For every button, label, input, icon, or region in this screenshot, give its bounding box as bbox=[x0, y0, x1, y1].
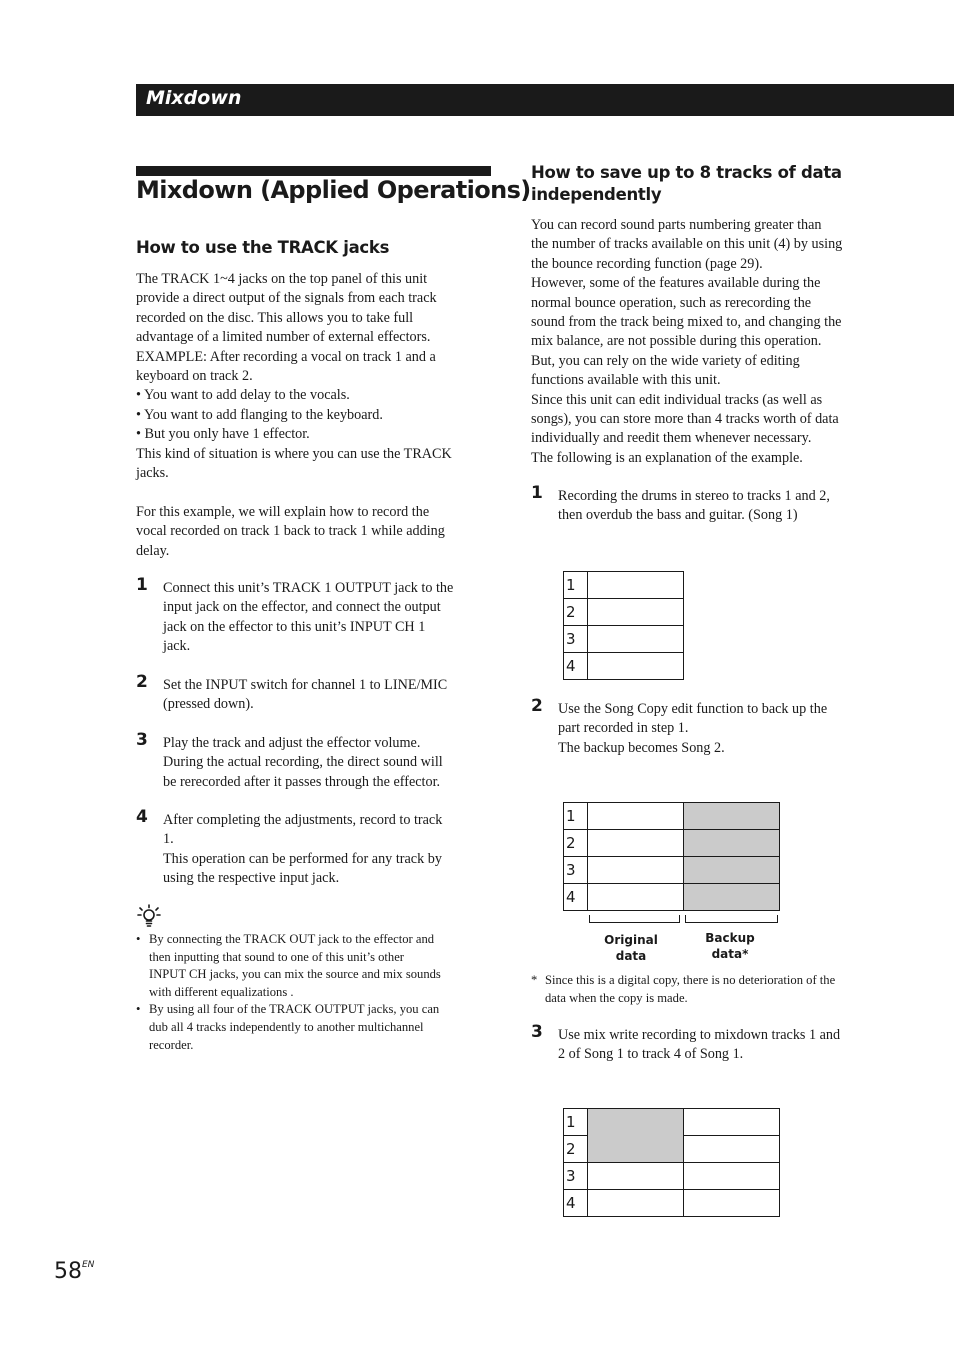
text-line: By using all four of the TRACK OUTPUT jacks, you can bbox=[149, 1002, 440, 1017]
text-line: The following is an explanation of the example. bbox=[531, 449, 803, 466]
text-line: The TRACK 1~4 jacks on the top panel of this unit bbox=[136, 271, 428, 287]
text-line: Use the Song Copy edit function to back up the bbox=[558, 701, 828, 717]
text-line: jacks. bbox=[136, 465, 169, 482]
text-line: the bounce recording function (page 29). bbox=[531, 255, 763, 272]
text-line: Use mix write recording to mixdown tracks 1 and bbox=[558, 1027, 841, 1043]
title-rule bbox=[136, 166, 491, 176]
track-number: 3 bbox=[564, 626, 588, 653]
text-line: vocal recorded on track 1 back to track 1 while adding bbox=[136, 523, 445, 540]
track-number: 2 bbox=[564, 599, 588, 626]
track-jacks-heading: How to use the TRACK jacks bbox=[136, 238, 390, 257]
text-line: using the respective input jack. bbox=[163, 870, 340, 887]
original-bracket bbox=[589, 915, 680, 923]
original-cell bbox=[588, 803, 684, 830]
text-line: After completing the adjustments, record to track bbox=[163, 812, 443, 828]
text-line: Recording the drums in stereo to tracks 1 and 2, bbox=[558, 488, 830, 504]
track-row bbox=[564, 1190, 780, 1217]
track-row bbox=[564, 803, 780, 830]
page-title: Mixdown (Applied Operations) bbox=[136, 176, 531, 204]
text-line: recorded on the disc. This allows you to take full bbox=[136, 309, 414, 326]
heading-line: How to save up to 8 tracks of data bbox=[531, 163, 842, 182]
track-row bbox=[564, 857, 780, 884]
track-cell bbox=[588, 653, 684, 680]
track-diagram-song1 bbox=[563, 571, 684, 680]
tips-list bbox=[136, 931, 496, 1054]
section-header-title: Mixdown bbox=[146, 87, 242, 109]
track-number: 1 bbox=[564, 1109, 588, 1136]
text-line: jack. bbox=[163, 638, 191, 655]
track-number: 1 bbox=[564, 803, 588, 830]
text-line: Since this is a digital copy, there is no deterioration of the bbox=[545, 973, 836, 987]
text-line: jack on the effector to this unit’s INPUT CH 1 bbox=[163, 618, 426, 635]
track-jacks-intro bbox=[136, 270, 496, 561]
page-language-suffix: EN bbox=[82, 1260, 95, 1270]
tip-item bbox=[136, 931, 496, 1001]
backup-cell bbox=[684, 803, 780, 830]
right-step-2 bbox=[531, 696, 891, 758]
text-line: (pressed down). bbox=[163, 696, 254, 713]
track-cell bbox=[588, 1163, 684, 1190]
footnote-mark: * bbox=[531, 973, 538, 987]
text-line: advantage of a limited number of external effectors. bbox=[136, 329, 431, 346]
heading-line: independently bbox=[531, 185, 662, 204]
track-number: 4 bbox=[564, 884, 588, 911]
track-row bbox=[564, 1163, 780, 1190]
track-row bbox=[564, 599, 684, 626]
original-data-label bbox=[586, 932, 676, 964]
track-number: 2 bbox=[564, 830, 588, 857]
track-cell bbox=[684, 1109, 780, 1136]
text-line: • You want to add delay to the vocals. bbox=[136, 387, 350, 404]
track-number: 4 bbox=[564, 653, 588, 680]
text-line: individually and reedit them whenever necessary. bbox=[531, 430, 812, 447]
left-step-2 bbox=[136, 672, 496, 715]
footnote bbox=[531, 972, 886, 1007]
text-line: For this example, we will explain how to record the bbox=[136, 503, 430, 520]
text-line: By connecting the TRACK OUT jack to the effector and bbox=[149, 932, 435, 946]
track-cell bbox=[588, 1190, 684, 1217]
original-cell bbox=[588, 857, 684, 884]
track-row bbox=[564, 884, 780, 911]
label-line: Backup bbox=[705, 931, 755, 945]
section-header-bar bbox=[136, 84, 954, 116]
left-step-3 bbox=[136, 730, 496, 792]
text-line: normal bounce operation, such as rerecording the bbox=[531, 294, 812, 311]
text-line: then overdub the bass and guitar. (Song 1) bbox=[558, 507, 798, 524]
page-number bbox=[54, 1259, 94, 1284]
text-line: However, some of the features available during the bbox=[531, 275, 821, 292]
step-number: 2 bbox=[136, 672, 148, 692]
original-cell bbox=[588, 830, 684, 857]
backup-data-label bbox=[685, 930, 775, 962]
track-row bbox=[564, 572, 684, 599]
backup-cell bbox=[684, 884, 780, 911]
text-line: 1. bbox=[163, 831, 174, 848]
backup-cell bbox=[684, 830, 780, 857]
text-line: Connect this unit’s TRACK 1 OUTPUT jack to the bbox=[163, 580, 454, 596]
lightbulb-icon bbox=[137, 904, 161, 930]
track-cell bbox=[588, 626, 684, 653]
text-line: keyboard on track 2. bbox=[136, 368, 253, 385]
track-diagram-mixdown bbox=[563, 1108, 780, 1217]
text-line: dub all 4 tracks independently to another multichannel bbox=[149, 1019, 424, 1034]
step-number: 3 bbox=[136, 730, 148, 750]
text-line: input jack on the effector, and connect the output bbox=[163, 599, 441, 616]
text-line: delay. bbox=[136, 542, 170, 559]
text-line: The backup becomes Song 2. bbox=[558, 739, 725, 756]
step-number: 4 bbox=[136, 807, 148, 827]
track-diagram-backup bbox=[563, 802, 780, 911]
save-tracks-intro bbox=[531, 216, 891, 468]
text-line: functions available with this unit. bbox=[531, 372, 721, 389]
text-line: provide a direct output of the signals from each track bbox=[136, 290, 437, 307]
step-number: 3 bbox=[531, 1022, 543, 1042]
text-line: be rerecorded after it passes through the effector. bbox=[163, 773, 441, 790]
track-row bbox=[564, 653, 684, 680]
text-line: This operation can be performed for any track by bbox=[163, 850, 442, 867]
track-number: 4 bbox=[564, 1190, 588, 1217]
mixed-tracks-cell bbox=[588, 1109, 684, 1163]
label-line: data bbox=[615, 949, 647, 963]
text-line: INPUT CH jacks, you can mix the source and mix sounds bbox=[149, 967, 441, 982]
track-number: 3 bbox=[564, 857, 588, 884]
text-line: During the actual recording, the direct sound will bbox=[163, 754, 443, 771]
text-line: recorder. bbox=[149, 1037, 194, 1052]
backup-cell bbox=[684, 857, 780, 884]
text-line: part recorded in step 1. bbox=[558, 720, 689, 737]
text-line: Set the INPUT switch for channel 1 to LINE/MIC bbox=[163, 677, 448, 693]
original-cell bbox=[588, 884, 684, 911]
track-cell bbox=[684, 1163, 780, 1190]
text-line: the number of tracks available on this unit (4) by using bbox=[531, 236, 843, 253]
text-line: data when the copy is made. bbox=[545, 990, 688, 1005]
track-row bbox=[564, 830, 780, 857]
track-row bbox=[564, 1109, 780, 1136]
track-number: 1 bbox=[564, 572, 588, 599]
text-line: You can record sound parts numbering greater than bbox=[531, 217, 822, 233]
save-tracks-heading bbox=[531, 162, 891, 206]
step-number: 1 bbox=[531, 483, 543, 503]
page-number-value: 58 bbox=[54, 1259, 82, 1284]
text-line: Since this unit can edit individual tracks (as well as bbox=[531, 391, 823, 408]
text-line: Play the track and adjust the effector volume. bbox=[163, 735, 421, 751]
right-step-3 bbox=[531, 1022, 891, 1065]
track-number: 3 bbox=[564, 1163, 588, 1190]
left-step-1 bbox=[136, 575, 496, 657]
track-row bbox=[564, 626, 684, 653]
track-cell bbox=[588, 599, 684, 626]
tip-item bbox=[136, 1001, 496, 1054]
text-line: songs), you can store more than 4 tracks worth of data bbox=[531, 411, 839, 428]
right-step-1 bbox=[531, 483, 891, 526]
text-line: mix balance, are not possible during this operation. bbox=[531, 333, 822, 350]
text-line: then inputting that sound to one of this unit’s other bbox=[149, 949, 405, 964]
text-line: • But you only have 1 effector. bbox=[136, 426, 310, 443]
tip-bullet: • bbox=[136, 932, 141, 946]
text-line: • You want to add flanging to the keyboard. bbox=[136, 406, 383, 423]
track-number: 2 bbox=[564, 1136, 588, 1163]
text-line: This kind of situation is where you can use the TRACK bbox=[136, 445, 452, 462]
text-line: with different equalizations . bbox=[149, 984, 294, 999]
track-cell bbox=[684, 1190, 780, 1217]
tip-bullet: • bbox=[136, 1002, 141, 1017]
text-line: EXAMPLE: After recording a vocal on track 1 and a bbox=[136, 348, 436, 365]
text-line: 2 of Song 1 to track 4 of Song 1. bbox=[558, 1046, 744, 1063]
track-cell bbox=[684, 1136, 780, 1163]
track-cell bbox=[588, 572, 684, 599]
label-line: data* bbox=[711, 947, 749, 961]
left-step-4 bbox=[136, 807, 496, 889]
step-number: 2 bbox=[531, 696, 543, 716]
label-line: Original bbox=[604, 933, 658, 947]
backup-bracket bbox=[685, 915, 778, 923]
text-line: sound from the track being mixed to, and changing the bbox=[531, 314, 842, 331]
step-number: 1 bbox=[136, 575, 148, 595]
text-line: But, you can rely on the wide variety of editing bbox=[531, 352, 800, 369]
